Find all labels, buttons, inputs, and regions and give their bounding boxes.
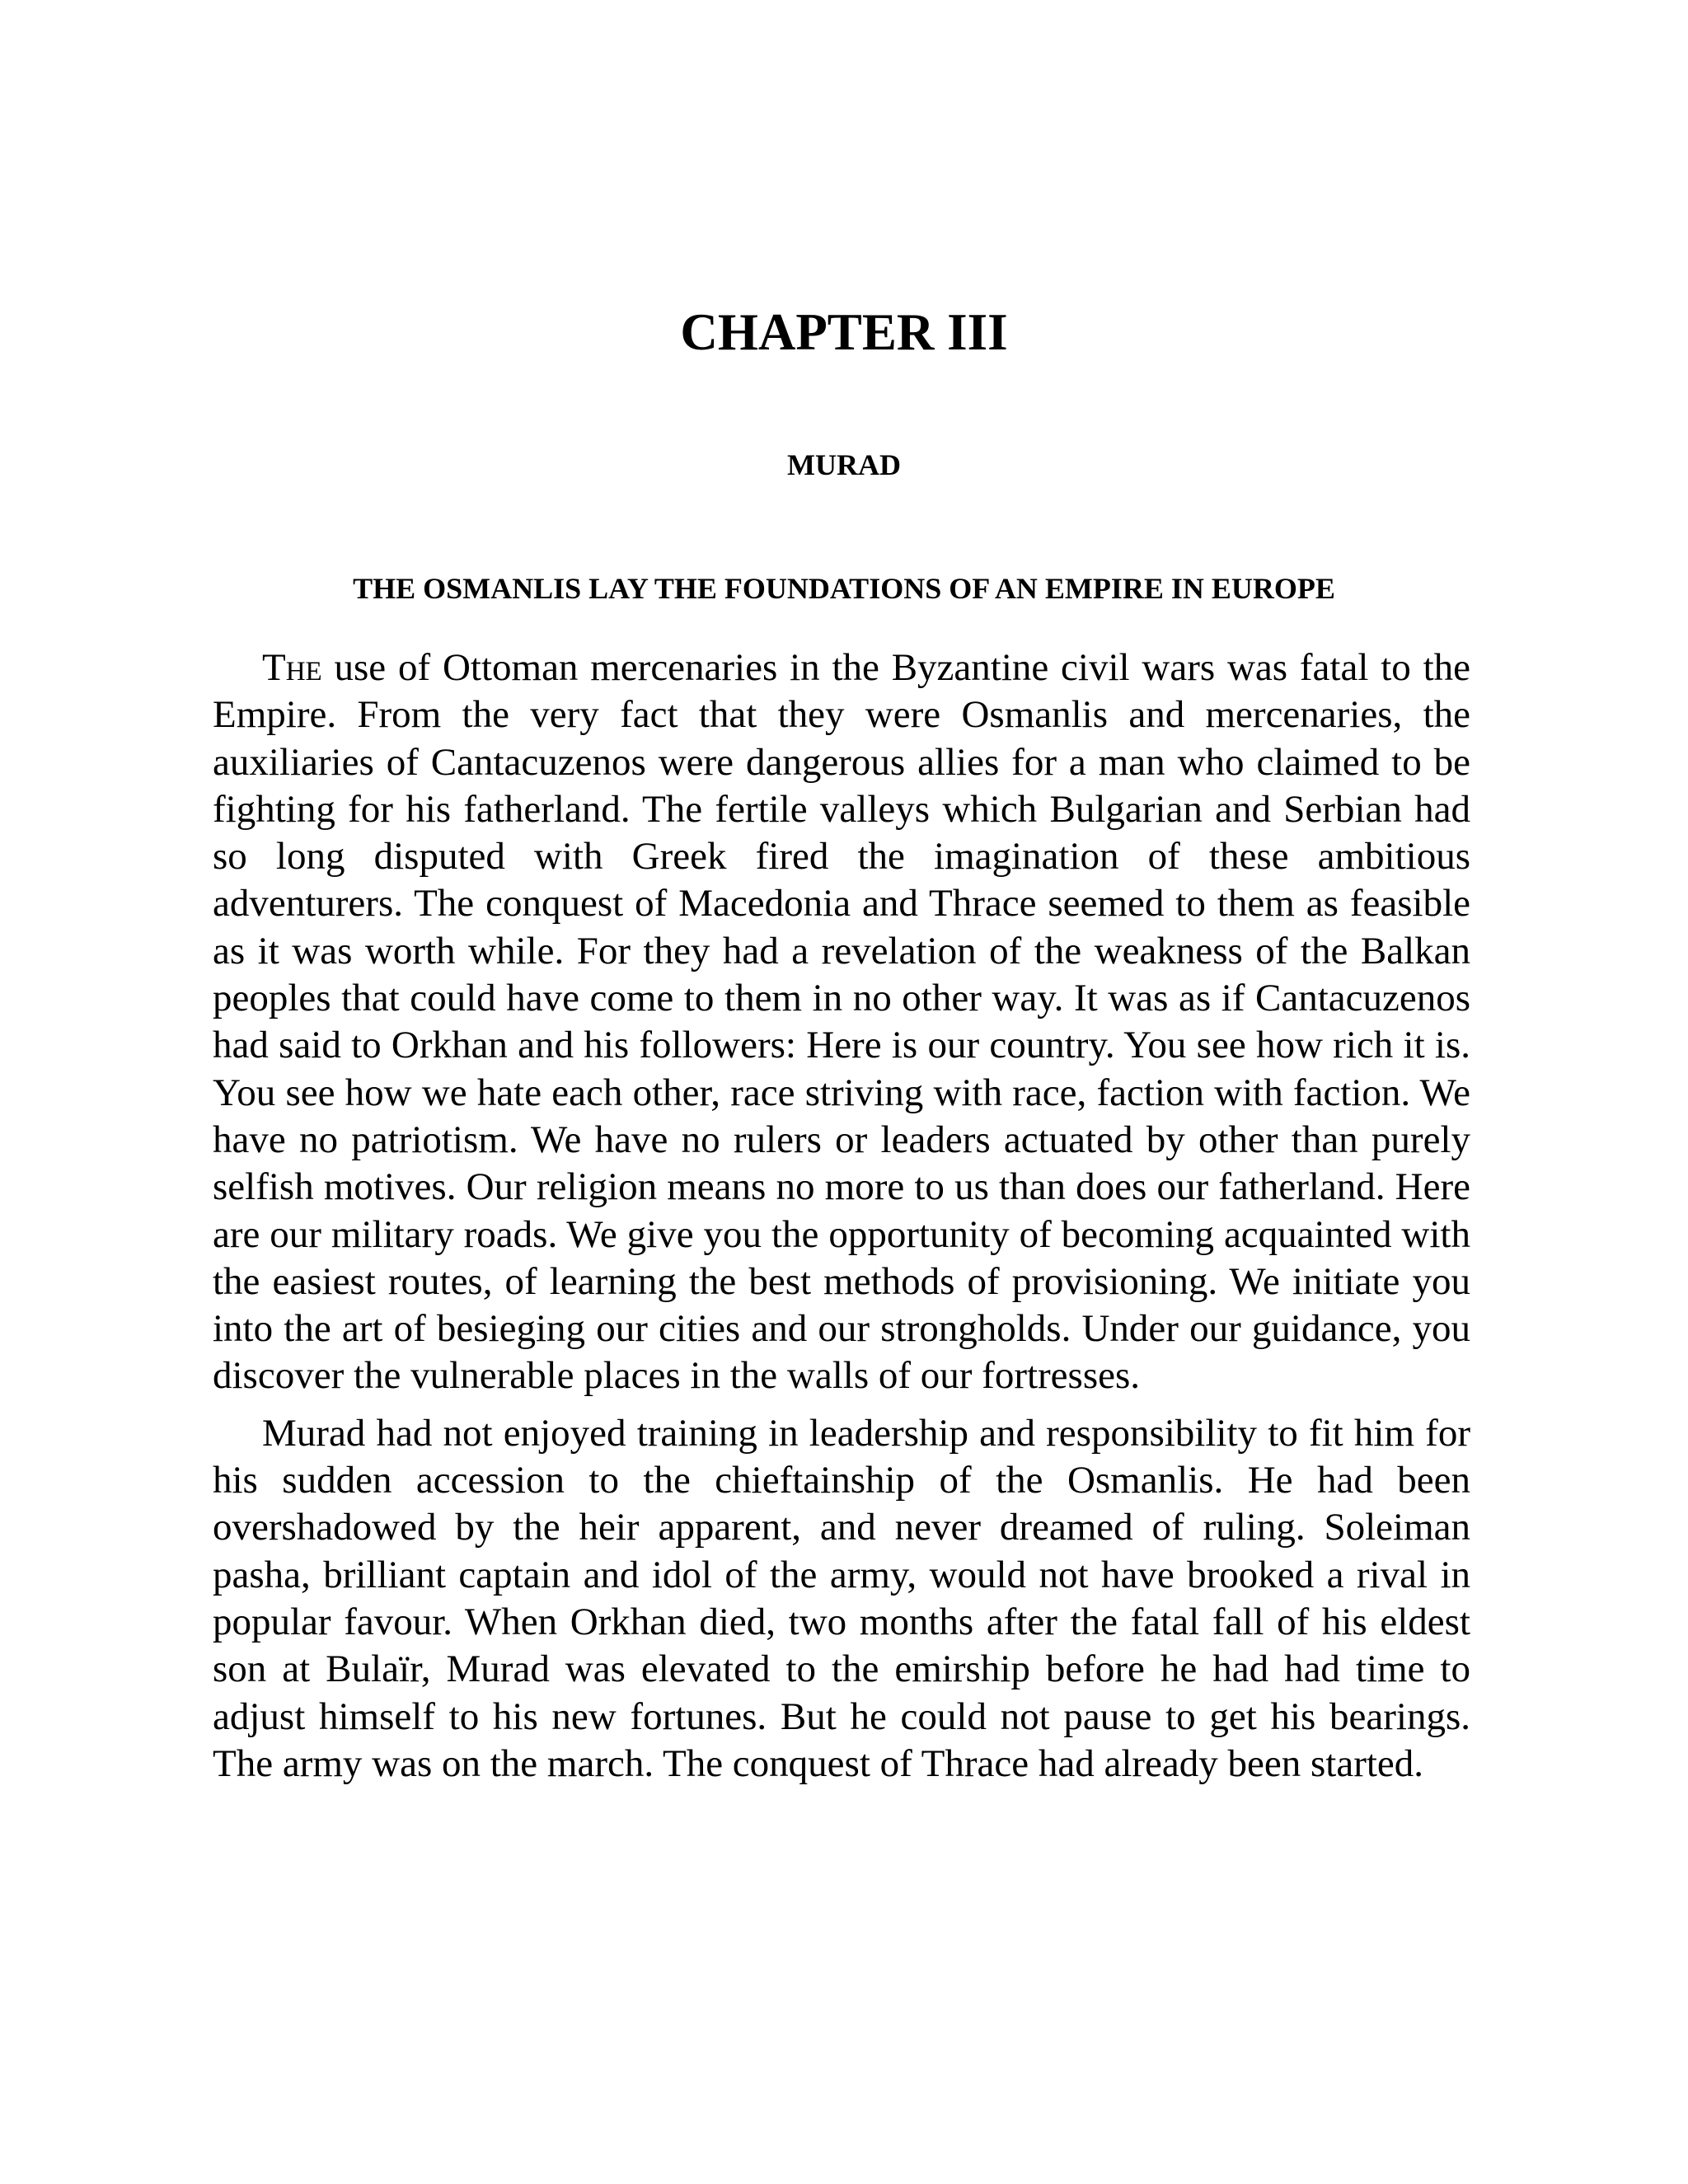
chapter-body xyxy=(213,644,1470,1788)
chapter-number-heading: CHAPTER III xyxy=(680,303,1008,361)
chapter-name-heading: MURAD xyxy=(787,448,901,481)
paragraph-text: Murad had not enjoyed training in leadership and responsibility to fit him for his sudden accession to the chieftainship of the Osmanlis. He had been overshadowed by the heir apparent, and never dreamed of ruling. Soleiman pasha, brilliant captain and idol of the army, would not have brooked a rival in popular favour. When Orkhan died, two months after the fatal fall of his eldest son at Bulaïr, Murad was elevated to the emirship before he had had time to adjust himself to his new fortunes. But he could not pause to get his bearings. The army was on the march. The conquest of Thrace had already been started. xyxy=(213,1411,1470,1785)
paragraph-text: use of Ottoman mercenaries in the Byzantine civil wars was fatal to the Empire. From the very fact that they were Osmanlis and mercenaries, the auxiliaries of Cantacuzenos were dangerous allies for a man who claimed to be fighting for his fatherland. The fertile valleys which Bulgarian and Serbian had so long disputed with Greek fired the imagination of these ambitious adventurers. The conquest of Macedonia and Thrace seemed to them as feasible as it was worth while. For they had a revelation of the weakness of the Balkan peoples that could have come to them in no other way. It was as if Cantacuzenos had said to Orkhan and his followers: Here is our country. You see how rich it is. You see how we hate each other, race striving with race, faction with faction. We have no patriotism. We have no rulers or leaders actuated by other than purely selfish motives. Our religion means no more to us than does our fatherland. Here are our military roads. We give you the opportunity of becoming acquainted with the easiest routes, of learning the best methods of provisioning. We initiate you into the art of besieging our cities and our strongholds. Under our guidance, you discover the vulnerable places in the walls of our fortresses. xyxy=(213,646,1470,1398)
body-paragraph-1 xyxy=(213,644,1470,1400)
paragraph-lead-smallcaps: The xyxy=(262,646,322,689)
body-paragraph-2 xyxy=(213,1410,1470,1788)
chapter-subtitle: THE OSMANLIS LAY THE FOUNDATIONS OF AN EMPIRE IN EUROPE xyxy=(353,572,1335,605)
